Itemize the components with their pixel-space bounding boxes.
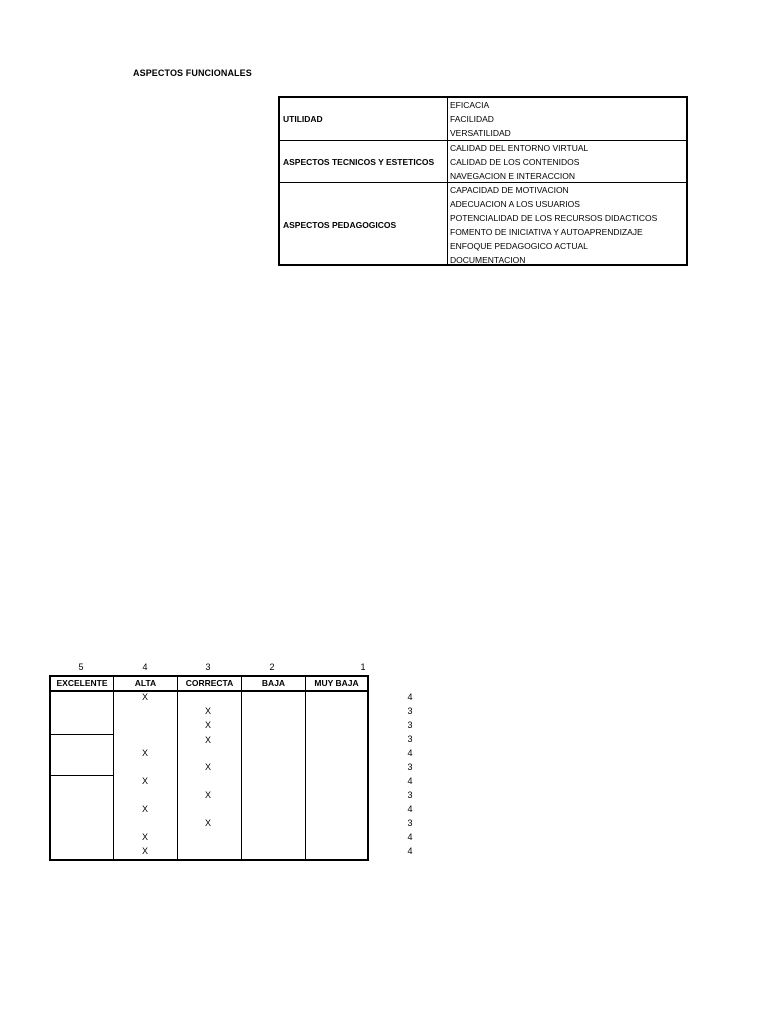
aspect-item: CAPACIDAD DE MOTIVACION [450,185,569,195]
row-score: 3 [407,706,413,716]
aspect-group-label: ASPECTOS TECNICOS Y ESTETICOS [283,156,435,167]
scale-number: 4 [142,662,148,672]
aspect-item: DOCUMENTACION [450,255,526,265]
row-score: 4 [407,832,413,842]
aspect-item: EFICACIA [450,100,490,110]
aspect-item: CALIDAD DE LOS CONTENIDOS [450,157,580,167]
aspect-item: CALIDAD DEL ENTORNO VIRTUAL [450,143,589,153]
column-divider [177,692,178,859]
aspect-item: VERSATILIDAD [450,128,511,138]
header-correcta: CORRECTA [178,677,242,690]
row-score: 4 [407,804,413,814]
rating-mark: X [204,762,211,772]
scale-number: 1 [360,662,366,672]
rating-mark: X [141,832,148,842]
aspect-item: ENFOQUE PEDAGOGICO ACTUAL [450,241,588,251]
rating-mark: X [204,818,211,828]
row-score: 4 [407,692,413,702]
aspect-group-label: ASPECTOS PEDAGOGICOS [283,219,397,230]
row-score: 4 [407,748,413,758]
rating-mark: X [204,735,211,745]
row-score: 4 [407,846,413,856]
aspect-items [447,183,686,266]
header-muy-baja: MUY BAJA [314,678,359,688]
rating-mark: X [141,804,148,814]
header-baja: BAJA [242,677,306,690]
aspect-item: FACILIDAD [450,114,494,124]
rating-mark: X [204,720,211,730]
group-divider [51,775,113,776]
aspect-group-label: UTILIDAD [283,114,323,124]
rating-mark: X [204,706,211,716]
column-divider [113,692,114,859]
rating-mark: X [204,790,211,800]
aspect-item: ADECUACION A LOS USUARIOS [450,199,580,209]
aspect-item: FOMENTO DE INICIATIVA Y AUTOAPRENDIZAJE [450,227,643,237]
row-score: 4 [407,776,413,786]
rating-header-row [51,677,367,692]
aspect-item: NAVEGACION E INTERACCION [450,171,575,181]
aspect-group-pedagogicos [280,182,686,266]
rating-mark: X [141,748,148,758]
rating-mark: X [141,846,148,856]
scale-number: 5 [78,662,84,672]
column-divider [305,692,306,859]
scale-number: 2 [269,662,275,672]
aspect-item: POTENCIALIDAD DE LOS RECURSOS DIDACTICOS [450,213,658,223]
aspect-items [447,141,686,182]
aspect-group-tecnicos [280,140,686,182]
column-divider [241,692,242,859]
aspect-items [447,98,686,140]
row-score: 3 [407,734,413,744]
header-excelente: EXCELENTE [51,677,114,690]
rating-mark: X [141,776,148,786]
scale-number: 3 [205,662,211,672]
row-score: 3 [407,790,413,800]
rating-mark: X [141,692,148,702]
group-divider [51,734,113,735]
row-score: 3 [407,762,413,772]
page-title: ASPECTOS FUNCIONALES [133,68,252,78]
aspects-table [278,96,688,266]
row-score: 3 [407,818,413,828]
aspect-group-utilidad [280,98,686,140]
row-score: 3 [407,720,413,730]
header-alta: ALTA [114,677,178,690]
